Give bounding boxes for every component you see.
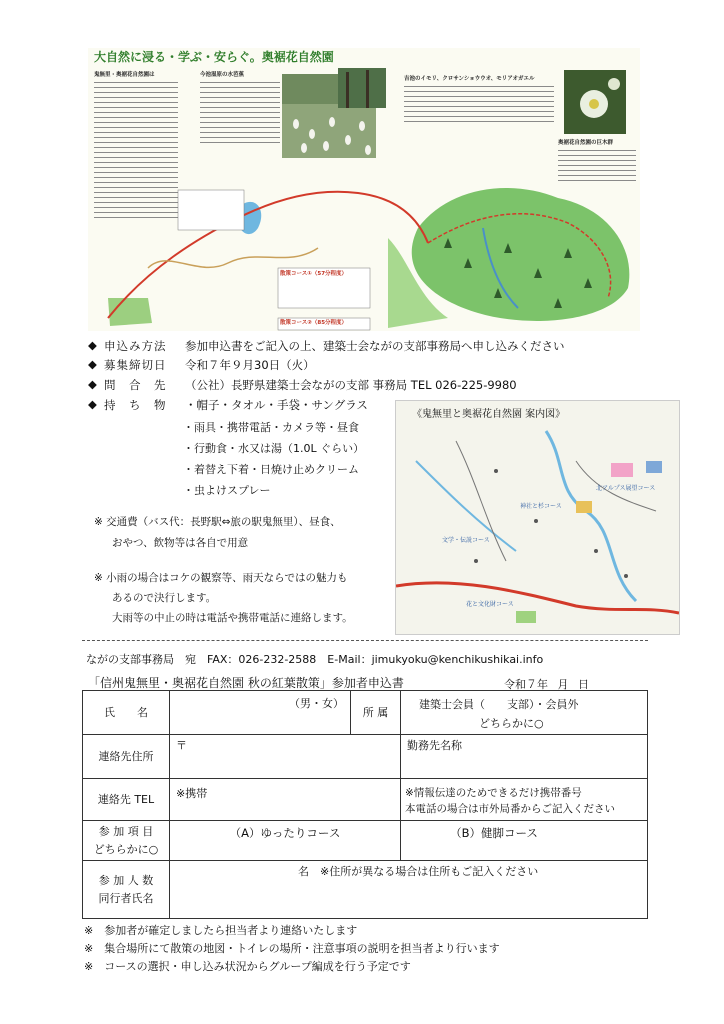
- affiliation-choose: どちらかに○: [479, 717, 544, 730]
- route-label-literature: 文学・伝説コース: [442, 537, 490, 544]
- affiliation-field[interactable]: [401, 691, 648, 735]
- tel-info: [401, 779, 648, 821]
- footnote-meeting: ※ 集合場所にて散策の地図・トイレの場所・注意事項の説明を担当者より行います: [84, 942, 500, 955]
- workplace-label: 勤務先名称: [407, 739, 462, 752]
- footnote-groups: ※ コースの選択・申し込み状況からグループ編成を行う予定です: [84, 960, 411, 973]
- route-map-drawing: [396, 401, 679, 634]
- info-value: 参加申込書をご記入の上、建築士会ながの支部事務局へ申し込みください: [185, 339, 565, 353]
- note-rain-cont: あるので決行します。: [112, 592, 217, 604]
- course-label: [83, 821, 170, 861]
- route-label-shrine: 神社と杉コース: [520, 503, 562, 510]
- fax-email-contact: ながの支部事務局 宛 FAX：026-232-2588 E-Mail：jimukyoku@kenchikushikai.info: [86, 653, 544, 666]
- companion-label: 同行者氏名: [98, 891, 154, 905]
- participants-field[interactable]: [170, 861, 648, 919]
- tel-mobile-note: ※携帯: [176, 787, 208, 800]
- course-option-a[interactable]: （A）ゆったりコース: [170, 821, 401, 861]
- diamond-bullet-icon: ◆: [88, 338, 97, 352]
- brochure-image: [88, 48, 640, 331]
- participants-count-label: 参 加 人 数: [98, 873, 154, 887]
- cut-line: [82, 640, 648, 641]
- belongings-line: ・行動食・水又は湯（1.0L ぐらい）: [183, 442, 365, 455]
- address-field[interactable]: [170, 735, 401, 779]
- info-value: ・帽子・タオル・手袋・サングラス: [185, 398, 368, 412]
- affiliation-label: 所 属: [351, 691, 401, 735]
- info-value: （公社）長野県建築士会ながの支部 事務局 TEL 026-225-9980: [185, 378, 517, 392]
- diamond-bullet-icon: ◆: [88, 397, 97, 411]
- park-trail-map: [88, 148, 640, 331]
- form-title: 「信州鬼無里・奥裾花自然園 秋の紅葉散策」参加者申込書: [88, 676, 404, 690]
- tel-field[interactable]: [170, 779, 401, 821]
- footnote-contact: ※ 参加者が確定しましたら担当者より連絡いたします: [84, 924, 358, 937]
- participants-unit-note: 名 ※住所が異なる場合は住所もご記入ください: [298, 865, 539, 878]
- info-value: 令和７年９月30日（火）: [185, 358, 315, 372]
- caption-kichiike: 吉池のイモリ、クロサンショウウオ、モリアオガエル: [404, 76, 535, 82]
- caption-imaike: 今池湿原の水芭蕉: [200, 72, 245, 78]
- course-1-caption: 散策コース①（57分程度）: [280, 271, 348, 277]
- course-2-caption: 散策コース②（85分程度）: [280, 320, 348, 326]
- belongings-line: ・着替え下着・日焼け止めクリーム: [183, 463, 359, 476]
- tel-label: 連絡先 TEL: [83, 779, 170, 821]
- imaike-text-block: [200, 80, 280, 146]
- info-label: 募集締切日: [104, 358, 167, 372]
- route-label-alps: 北アルプス展望コース: [596, 485, 656, 492]
- name-field[interactable]: [170, 691, 351, 735]
- info-label: 持 ち 物: [104, 398, 167, 412]
- note-cancel: 大雨等の中止の時は電話や携帯電話に連絡します。: [112, 612, 353, 624]
- caption-onikina: 鬼無里・奥裾花自然園は: [94, 72, 155, 78]
- gender-choice: （男・女）: [289, 697, 344, 710]
- affiliation-options: 建築士会員（ 支部）・会員外: [419, 698, 579, 711]
- tel-info-line2: 本電話の場合は市外局番からご記入ください: [405, 803, 615, 815]
- tel-info-line1: ※情報伝達のためできるだけ携帯番号: [405, 787, 582, 799]
- belongings-line: ・雨具・携帯電話・カメラ等・昼食: [183, 421, 359, 434]
- route-map-title: 《鬼無里と奥裾花自然園 案内図》: [412, 409, 566, 420]
- kichiike-text-block: [404, 84, 554, 124]
- white-flower-photo: [564, 70, 626, 134]
- form-date: 令和７年 月 日: [504, 678, 589, 691]
- course-label-text: 参 加 項 目: [98, 824, 154, 838]
- course-option-b[interactable]: （B）健脚コース: [401, 821, 648, 861]
- caption-trees: 奥裾花自然園の巨木群: [558, 140, 614, 146]
- diamond-bullet-icon: ◆: [88, 377, 97, 391]
- note-rain: ※ 小雨の場合はコケの観察等、雨天ならではの魅力も: [94, 572, 348, 584]
- note-transport: ※ 交通費（バス代：長野駅⇔旅の駅鬼無里）、昼食、: [94, 516, 341, 528]
- note-transport-cont: おやつ、飲物等は各自で用意: [112, 537, 249, 549]
- course-choose-text: どちらかに○: [93, 842, 159, 856]
- belongings-line: ・虫よけスプレー: [183, 484, 271, 497]
- info-label: 問 合 先: [104, 378, 167, 392]
- participants-label: [83, 861, 170, 919]
- info-label: 申込み方法: [104, 339, 167, 353]
- diamond-bullet-icon: ◆: [88, 357, 97, 371]
- brochure-title: 大自然に浸る・学ぶ・安らぐ。奥裾花自然園: [94, 50, 334, 64]
- address-label: 連絡先住所: [83, 735, 170, 779]
- route-guide-map: [395, 400, 680, 635]
- postal-mark: 〒: [176, 739, 187, 752]
- application-form-table: [82, 690, 648, 919]
- route-label-flowers: 花と文化財コース: [466, 601, 514, 608]
- forest-photo: [338, 68, 386, 108]
- name-label: 氏 名: [83, 691, 170, 735]
- workplace-field[interactable]: [401, 735, 648, 779]
